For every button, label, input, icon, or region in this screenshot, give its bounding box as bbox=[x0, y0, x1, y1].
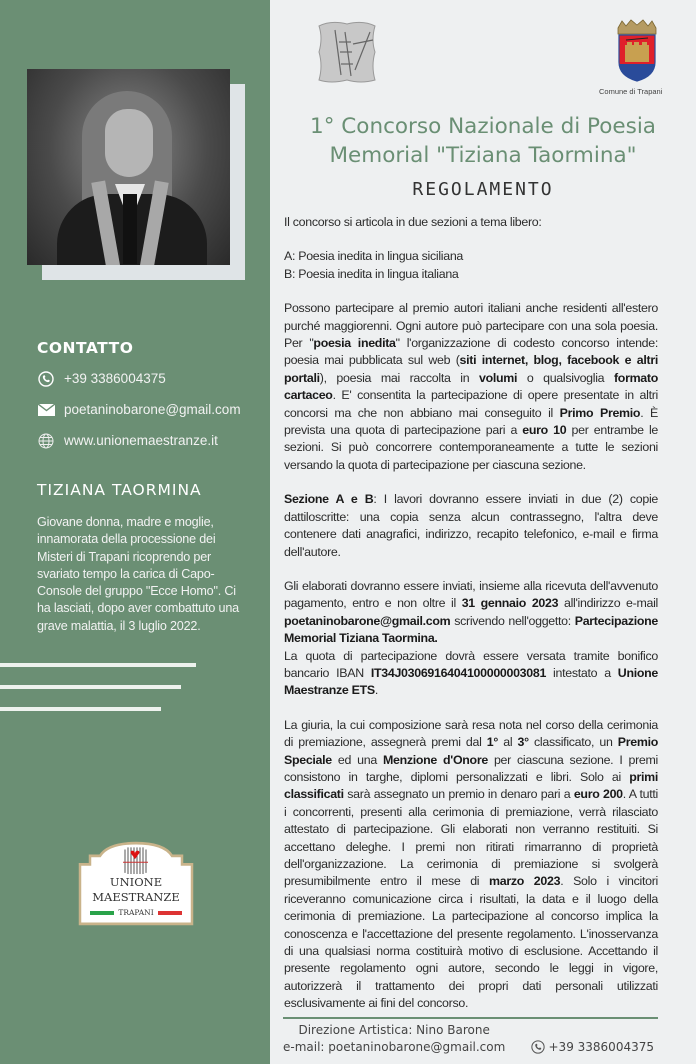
mail-icon bbox=[37, 402, 55, 418]
contact-phone-text: +39 3386004375 bbox=[64, 371, 166, 386]
page-title-line1: 1° Concorso Nazionale di Poesia bbox=[310, 114, 656, 139]
logo-text-block bbox=[78, 841, 194, 922]
page-title-line2: Memorial "Tiziana Taormina" bbox=[329, 143, 637, 168]
paragraph-eligibility: Possono partecipare al premio autori italiani anche residenti all'estero purché maggiorenni. Ogni autore può partecipare con una sola poesia. Per "poesia inedita" l'organizzazione di codesto concorso intende: poesia mai pubblicata sul web (siti internet, blog, facebook e altri portali), poesia mai raccolta in volumi o qualsivoglia formato cartaceo. E' consentita la partecipazione di opere presentate in altri concorsi ma che non abbiano mai conseguito il Primo Premio. È prevista una quota di partecipazione pari a euro 10 per entrambe le sezioni. Si può concorrere contemporaneamente a tutte le sezioni versando la quota di partecipazione per ciascuna sezione. bbox=[284, 301, 659, 472]
section-b-text: B: Poesia inedita in lingua italiana bbox=[284, 266, 459, 281]
trapani-coat-of-arms bbox=[614, 18, 660, 82]
globe-icon bbox=[37, 433, 55, 449]
footer-phone[interactable] bbox=[531, 1039, 659, 1056]
footer-email[interactable]: e-mail: poetaninobarone@gmail.com bbox=[283, 1039, 506, 1054]
footer bbox=[283, 1017, 658, 1064]
decorative-bar bbox=[0, 707, 161, 711]
decorative-bar bbox=[0, 663, 196, 667]
paragraph-awards: La giuria, la cui composizione sarà resa nota nel corso della cerimonia di premiazione, assegnerà premi dal 1° al 3° classificato, un Premio Speciale ed una Menzione d'Onore per ciascuna sezione. I premi consistono in targhe, diplomi personalizzati e libri. Solo ai primi classificati sarà assegnato un premio in denaro pari a euro 200. A tutti i concorrenti, presenti alla cerimonia di premiazione, verrà rilasciato attestato di partecipazione. Gli elaborati non verranno restituiti. Si accettano deleghe. I premi non ritirati rimarranno di proprietà dell'organizzazione. La cerimonia di premiazione si svolgerà presumibilmente entro il mese di marzo 2023. Solo i vincitori riceveranno comunicazione circa i risultati, la data e il luogo della cerimonia di premiazione. La partecipazione al concorso implica la conoscenza e l'accettazione del presente regolamento. L'inosservanza di una qualsiasi norma costituirà motivo di esclusione. Accettando il presente regolamento ogni autore, secondo le leggi in vigore, autorizzerà il trattamento dei propri dati personali utilizzati esclusivamente ai fini del concorso. bbox=[284, 717, 658, 1011]
deadline-email-link[interactable]: poetaninobarone@gmail.com bbox=[284, 613, 451, 628]
footer-left bbox=[283, 1022, 505, 1056]
decorative-bar bbox=[0, 685, 181, 689]
comune-label: Comune di Trapani bbox=[599, 87, 663, 96]
section-a-text: A: Poesia inedita in lingua siciliana bbox=[284, 249, 464, 264]
page-subtitle: REGOLAMENTO bbox=[412, 179, 554, 200]
contact-heading: CONTATTO bbox=[37, 339, 134, 357]
unione-maestranze-logo bbox=[78, 841, 194, 926]
flag-green-stripe bbox=[90, 911, 114, 915]
sidebar-content bbox=[0, 300, 270, 635]
about-heading: TIZIANA TAORMINA bbox=[37, 481, 202, 499]
portrait-photo bbox=[27, 69, 230, 265]
flag-red-stripe bbox=[158, 911, 182, 915]
regulation-text bbox=[270, 202, 696, 1013]
contact-website-text: www.unionemaestranze.it bbox=[64, 433, 218, 448]
phone-icon bbox=[531, 1040, 545, 1054]
sidebar bbox=[0, 0, 270, 1064]
footer-direction: Direzione Artistica: Nino Barone bbox=[298, 1022, 490, 1037]
logo-trapani-row bbox=[82, 908, 190, 918]
logo-text-unione: UNIONE bbox=[109, 875, 163, 890]
iban-value: IT34J0306916404100000003081 bbox=[370, 665, 547, 680]
header-logos bbox=[270, 0, 696, 112]
paragraph-submission-format: Sezione A e B: I lavori dovranno essere inviati in due (2) copie dattiloscritte: una copia senza alcun contrassegno, l'altra deve contenere dati anagrafici, indirizzo, recapito telefonico, e-mail e firma dell'autore. bbox=[284, 492, 658, 559]
intro-text: Il concorso si articola in due sezioni a tema libero: bbox=[284, 215, 542, 229]
decorative-bars bbox=[0, 663, 270, 729]
about-bio: Giovane donna, madre e moglie, innamorata della processione dei Misteri di Trapani ricoprendo per svariato tempo la carica di Capo-Console del gruppo "Ecce Homo". Ci ha lasciati, dopo aver combattuto una grave malattia, il 3 luglio 2022. bbox=[37, 515, 239, 633]
logo-text-trapani: TRAPANI bbox=[118, 908, 154, 918]
misteri-logo bbox=[315, 20, 379, 85]
paragraph-deadline: Gli elaborati dovranno essere inviati, insieme alla ricevuta dell'avvenuto pagamento, entro e non oltre il 31 gennaio 2023 all'indirizzo e-mail poetaninobarone@gmail.com scrivendo nell'oggetto: Partecipazione Memorial Tiziana Taormina. La quota di partecipazione dovrà essere versata tramite bonifico bancario IBAN IT34J0306916404100000003081 intestato a Unione Maestranze ETS. bbox=[284, 578, 658, 698]
contact-website[interactable] bbox=[37, 432, 252, 449]
contact-email-text: poetaninobarone@gmail.com bbox=[64, 402, 241, 417]
contact-phone[interactable] bbox=[37, 370, 252, 387]
logo-text-maestranze: MAESTRANZE bbox=[92, 890, 180, 905]
footer-phone-text: +39 3386004375 bbox=[548, 1039, 654, 1054]
photo-area bbox=[0, 0, 270, 300]
contact-email[interactable] bbox=[37, 401, 252, 418]
main-content bbox=[270, 0, 696, 1064]
phone-icon bbox=[37, 371, 55, 387]
